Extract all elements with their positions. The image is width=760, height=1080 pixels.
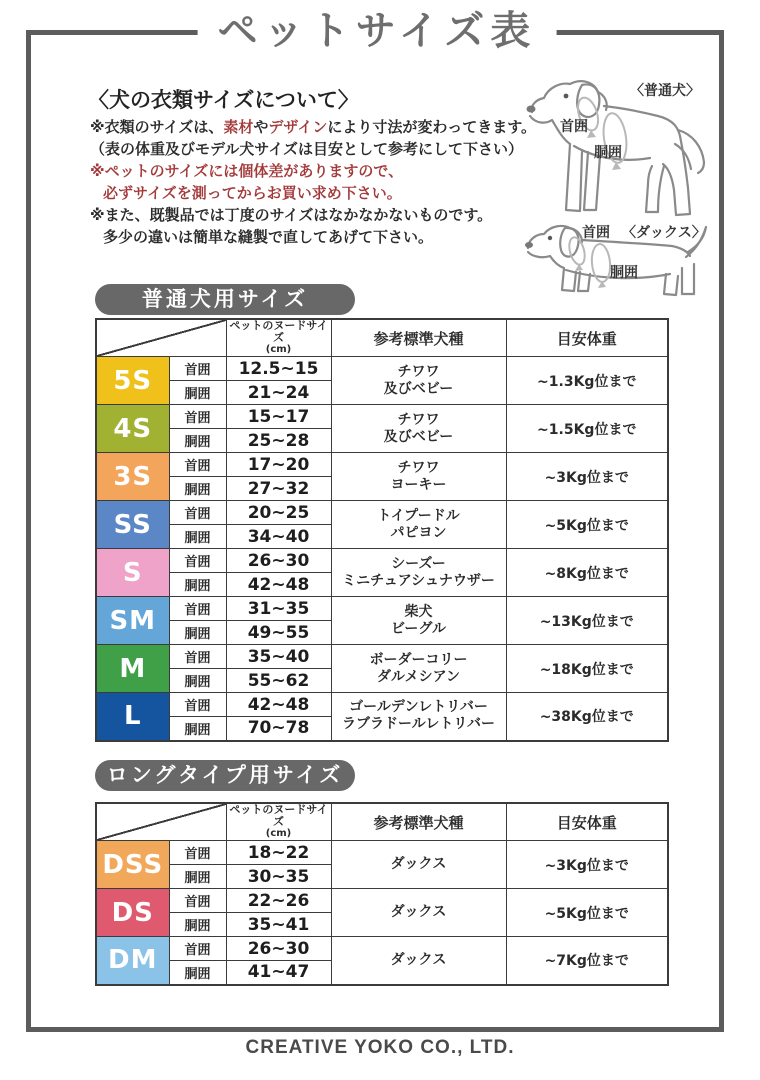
neck-value: 12.5~15: [226, 357, 331, 381]
girth-label: 胴囲: [169, 961, 226, 985]
table-row: [96, 889, 668, 913]
neck-girth-label: 首囲: [582, 225, 610, 241]
neck-value: 35~40: [226, 645, 331, 669]
note-red-material: 素材: [223, 118, 254, 136]
weight-cell: ~13Kg位まで: [506, 597, 668, 645]
weight-cell: ~3Kg位まで: [506, 841, 668, 889]
note-line-5: ※また、既製品では丁度のサイズはなかなかないものです。: [90, 206, 493, 224]
girth-value: 27~32: [226, 477, 331, 501]
girth-value: 25~28: [226, 429, 331, 453]
neck-value: 26~30: [226, 937, 331, 961]
table-header-row: [96, 319, 668, 357]
table-row: [96, 549, 668, 573]
header-nude-size: ペットのヌードサイズ (cm): [226, 319, 331, 357]
neck-girth-label: 胴囲: [594, 145, 622, 161]
note-line-2: （表の体重及びモデル犬サイズは目安として参考にして下さい）: [90, 140, 524, 158]
dachshund-label: 〈ダックス〉: [622, 225, 706, 241]
girth-label: 胴囲: [169, 913, 226, 937]
header-nude-size: ペットのヌードサイズ (cm): [226, 803, 331, 841]
weight-cell: ~1.5Kg位まで: [506, 405, 668, 453]
size-badge: 3S: [96, 453, 169, 501]
badge-normal-dog-sizes: 普通犬用サイズ: [95, 284, 355, 315]
neck-value: 18~22: [226, 841, 331, 865]
weight-cell: ~1.3Kg位まで: [506, 357, 668, 405]
neck-label: 首囲: [169, 645, 226, 669]
size-badge: DSS: [96, 841, 169, 889]
neck-label: 首囲: [169, 693, 226, 717]
neck-label: 首囲: [169, 501, 226, 525]
neck-label: 首囲: [169, 357, 226, 381]
neck-value: 26~30: [226, 549, 331, 573]
note-red-design: デザイン: [268, 118, 328, 136]
size-badge: DM: [96, 937, 169, 985]
girth-value: 41~47: [226, 961, 331, 985]
size-badge: S: [96, 549, 169, 597]
girth-value: 55~62: [226, 669, 331, 693]
neck-girth-label: 胴囲: [610, 265, 638, 281]
breed-cell: 柴犬 ビーグル: [331, 597, 506, 645]
breed-cell: チワワ 及びベビー: [331, 357, 506, 405]
neck-value: 31~35: [226, 597, 331, 621]
table-row: [96, 937, 668, 961]
size-badge: SS: [96, 501, 169, 549]
neck-value: 17~20: [226, 453, 331, 477]
girth-label: 胴囲: [169, 525, 226, 549]
note-line-1: ※衣類のサイズは、素材やデザインにより寸法が変わってきます。: [90, 118, 537, 136]
neck-label: 首囲: [169, 889, 226, 913]
section-heading: 〈犬の衣類サイズについて〉: [88, 88, 359, 112]
size-badge: M: [96, 645, 169, 693]
corner-cell: [96, 803, 226, 841]
weight-cell: ~38Kg位まで: [506, 693, 668, 741]
header-weight: 目安体重: [506, 319, 668, 357]
breed-cell: ゴールデンレトリバー ラブラドールレトリバー: [331, 693, 506, 741]
neck-label: 首囲: [169, 405, 226, 429]
table-row: [96, 405, 668, 429]
girth-value: 35~41: [226, 913, 331, 937]
neck-label: 首囲: [169, 597, 226, 621]
header-breed: 参考標準犬種: [331, 319, 506, 357]
table-row: [96, 693, 668, 717]
header-weight: 目安体重: [506, 803, 668, 841]
note-line-3: ※ペットのサイズには個体差がありますので、: [90, 162, 404, 180]
size-badge: DS: [96, 889, 169, 937]
girth-label: 胴囲: [169, 573, 226, 597]
neck-label: 首囲: [169, 841, 226, 865]
neck-label: 首囲: [169, 937, 226, 961]
girth-label: 胴囲: [169, 717, 226, 741]
girth-label: 胴囲: [169, 669, 226, 693]
girth-value: 30~35: [226, 865, 331, 889]
breed-cell: ボーダーコリー ダルメシアン: [331, 645, 506, 693]
size-badge: SM: [96, 597, 169, 645]
neck-girth-label: 首囲: [560, 119, 588, 135]
note-line-4: 必ずサイズを測ってからお買い求め下さい。: [103, 184, 402, 202]
weight-cell: ~5Kg位まで: [506, 889, 668, 937]
table-row: [96, 453, 668, 477]
table-row: [96, 645, 668, 669]
girth-value: 34~40: [226, 525, 331, 549]
breed-cell: ダックス: [331, 889, 506, 937]
weight-cell: ~8Kg位まで: [506, 549, 668, 597]
neck-value: 22~26: [226, 889, 331, 913]
girth-value: 21~24: [226, 381, 331, 405]
weight-cell: ~18Kg位まで: [506, 645, 668, 693]
breed-cell: ダックス: [331, 937, 506, 985]
note-line-6: 多少の違いは簡単な縫製で直してあげて下さい。: [103, 228, 434, 246]
girth-value: 42~48: [226, 573, 331, 597]
page-title: ペットサイズ表: [198, 4, 557, 58]
breed-cell: チワワ 及びベビー: [331, 405, 506, 453]
dachshund-diagram: [520, 218, 718, 306]
notes-block: [90, 116, 536, 248]
girth-value: 70~78: [226, 717, 331, 741]
neck-label: 首囲: [169, 453, 226, 477]
girth-label: 胴囲: [169, 429, 226, 453]
weight-cell: ~5Kg位まで: [506, 501, 668, 549]
girth-value: 49~55: [226, 621, 331, 645]
table-row: [96, 357, 668, 381]
table-row: [96, 501, 668, 525]
girth-label: 胴囲: [169, 477, 226, 501]
normal-dog-label: 〈普通犬〉: [630, 83, 700, 99]
size-badge: 5S: [96, 357, 169, 405]
weight-cell: ~7Kg位まで: [506, 937, 668, 985]
neck-label: 首囲: [169, 549, 226, 573]
breed-cell: シーズー ミニチュアシュナウザー: [331, 549, 506, 597]
girth-label: 胴囲: [169, 381, 226, 405]
header-breed: 参考標準犬種: [331, 803, 506, 841]
girth-label: 胴囲: [169, 621, 226, 645]
breed-cell: チワワ ヨーキー: [331, 453, 506, 501]
normal-dog-size-table: [95, 318, 669, 742]
breed-cell: ダックス: [331, 841, 506, 889]
weight-cell: ~3Kg位まで: [506, 453, 668, 501]
badge-long-type-sizes: ロングタイプ用サイズ: [95, 760, 355, 791]
girth-label: 胴囲: [169, 865, 226, 889]
neck-value: 20~25: [226, 501, 331, 525]
size-badge: L: [96, 693, 169, 741]
table-row: [96, 597, 668, 621]
neck-value: 15~17: [226, 405, 331, 429]
breed-cell: トイプードル パピヨン: [331, 501, 506, 549]
normal-dog-diagram: [518, 72, 713, 232]
size-badge: 4S: [96, 405, 169, 453]
corner-cell: [96, 319, 226, 357]
table-row: [96, 841, 668, 865]
table-header-row: [96, 803, 668, 841]
neck-value: 42~48: [226, 693, 331, 717]
long-type-size-table: [95, 802, 669, 986]
company-name: CREATIVE YOKO CO., LTD.: [245, 1037, 515, 1058]
